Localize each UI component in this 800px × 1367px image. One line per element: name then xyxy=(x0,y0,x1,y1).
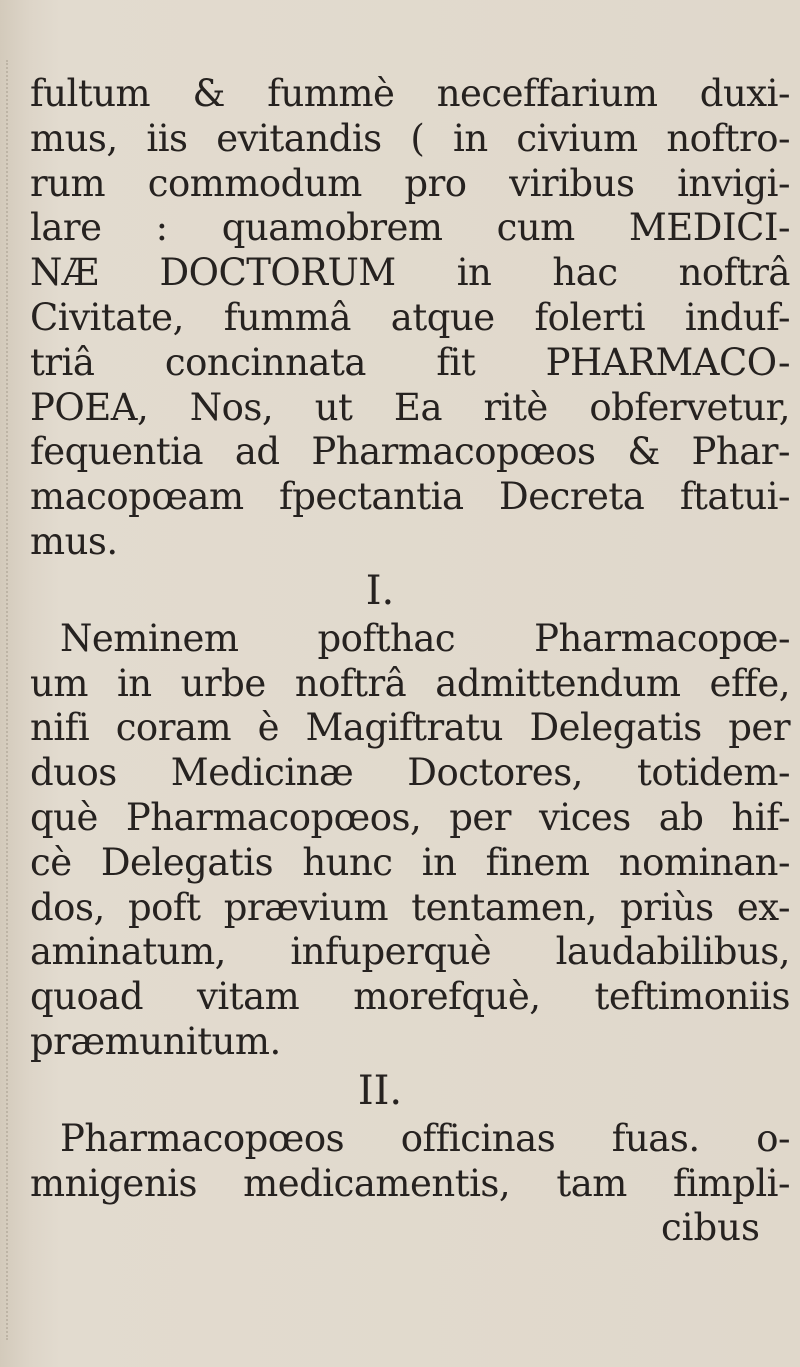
intro-paragraph xyxy=(30,72,790,565)
text-line: quoad vitam morefquè, teftimoniis xyxy=(30,975,790,1019)
section-numeral-1: I. xyxy=(365,567,395,614)
text-line: POEA, Nos, ut Ea ritè obfervetur, xyxy=(30,385,790,429)
text-line: præmunitum. xyxy=(30,1019,281,1063)
text-line: macopœam fpectantia Decreta ftatui- xyxy=(30,475,790,519)
text-line: mus, iis evitandis ( in civium noftro- xyxy=(30,116,790,160)
text-line: Neminem pofthac Pharmacopœ- xyxy=(60,616,790,660)
section-2-paragraph xyxy=(30,1117,790,1207)
text-line: aminatum, infuperquè laudabilibus, xyxy=(30,930,790,974)
text-line: lare : quamobrem cum MEDICI- xyxy=(30,206,790,250)
text-line: què Pharmacopœos, per vices ab hif- xyxy=(30,795,790,839)
text-line: cè Delegatis hunc in finem nominan- xyxy=(30,840,790,884)
binding-gutter xyxy=(6,60,20,1340)
text-line: fequentia ad Pharmacopœos & Phar- xyxy=(30,430,790,474)
text-line: dos, poft prævium tentamen, priùs ex- xyxy=(30,885,790,929)
text-line: rum commodum pro viribus invigi- xyxy=(30,161,790,205)
text-line: duos Medicinæ Doctores, totidem- xyxy=(30,751,790,795)
page-text xyxy=(30,72,790,1251)
text-line: mnigenis medicamentis, tam fimpli- xyxy=(30,1161,790,1205)
text-line: fultum & fummè neceffarium duxi- xyxy=(30,72,790,115)
text-line: mus. xyxy=(30,519,118,563)
section-1-paragraph xyxy=(30,617,790,1065)
section-numeral-2: II. xyxy=(357,1067,403,1114)
text-line: Civitate, fummâ atque folerti induf- xyxy=(30,295,790,339)
catchword: cibus xyxy=(660,1206,760,1250)
text-line: triâ concinnata fit PHARMACO- xyxy=(30,340,790,384)
text-line: nifi coram è Magiftratu Delegatis per xyxy=(30,706,790,750)
text-line: Pharmacopœos officinas fuas. o- xyxy=(60,1116,790,1160)
text-line: NÆ DOCTORUM in hac noftrâ xyxy=(30,251,790,295)
text-line: um in urbe noftrâ admittendum effe, xyxy=(30,661,790,705)
